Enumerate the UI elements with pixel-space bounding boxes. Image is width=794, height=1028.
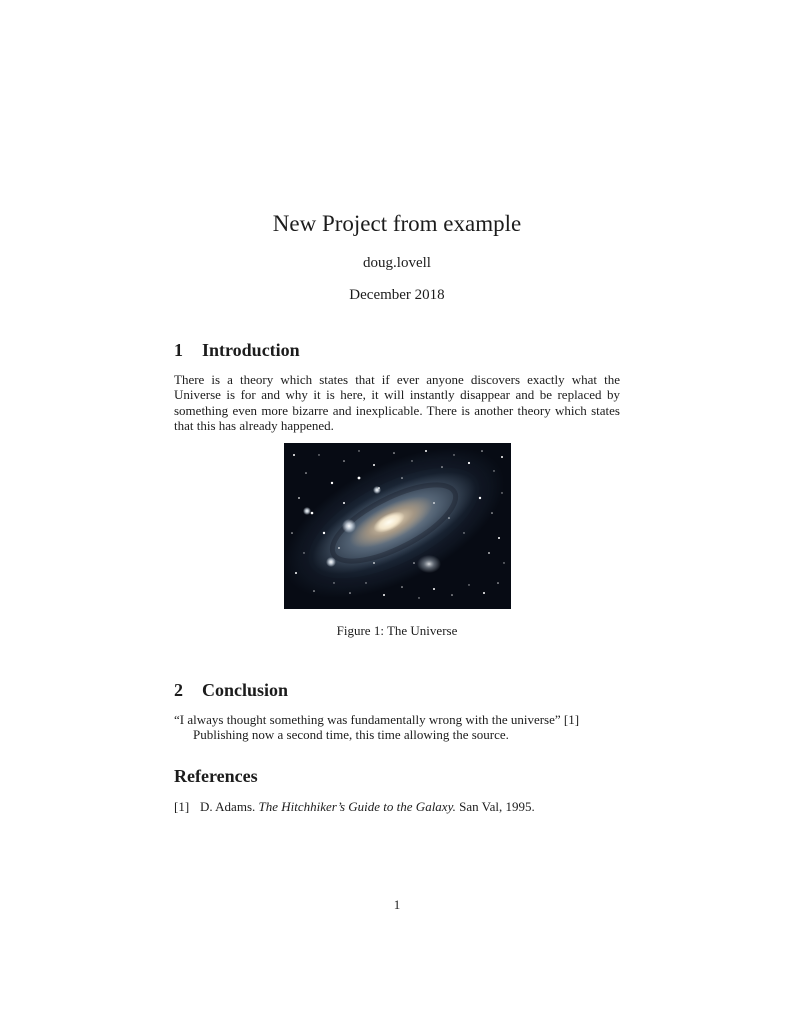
document-author: doug.lovell (363, 255, 431, 271)
conclusion-paragraph: Publishing now a second time, this time allowing the source. (193, 727, 509, 743)
bright-star (342, 519, 356, 533)
references-heading: References (174, 766, 258, 787)
andromeda-galaxy-graphic (284, 443, 511, 609)
page-number: 1 (393, 897, 401, 912)
figure-universe (174, 443, 620, 639)
reference-entry (174, 799, 620, 814)
companion-galaxy (417, 555, 441, 573)
bright-star (303, 507, 311, 515)
document-date: December 2018 (349, 287, 445, 303)
section-number-conclusion: 2 (174, 679, 183, 700)
reference-label: [1] (174, 799, 190, 815)
reference-authors: D. Adams. (200, 799, 256, 815)
bright-star (373, 486, 381, 494)
introduction-paragraph: There is a theory which states that if ever anyone discovers exactly what the Universe is for and why it is here, it will instantly disappear and be replaced by something even more bizarre and inexplicable. There is another theory which states that this has already happened. (174, 372, 620, 434)
galaxy-image (284, 443, 511, 609)
section-heading-introduction (174, 340, 620, 361)
figure-caption: Figure 1: The Universe (336, 622, 458, 638)
section-title-conclusion: Conclusion (202, 679, 289, 700)
section-heading-conclusion (174, 680, 620, 701)
conclusion-quote: “I always thought something was fundamentally wrong with the universe” [1] (174, 711, 580, 727)
document-content (174, 0, 620, 815)
reference-book-title: The Hitchhiker’s Guide to the Galaxy. (258, 799, 456, 815)
document-title: New Project from example (272, 211, 522, 236)
section-number-introduction: 1 (174, 340, 183, 360)
section-title-introduction: Introduction (202, 340, 300, 360)
bright-star (326, 557, 336, 567)
reference-text (200, 799, 535, 814)
reference-publisher: San Val, 1995. (459, 799, 535, 815)
